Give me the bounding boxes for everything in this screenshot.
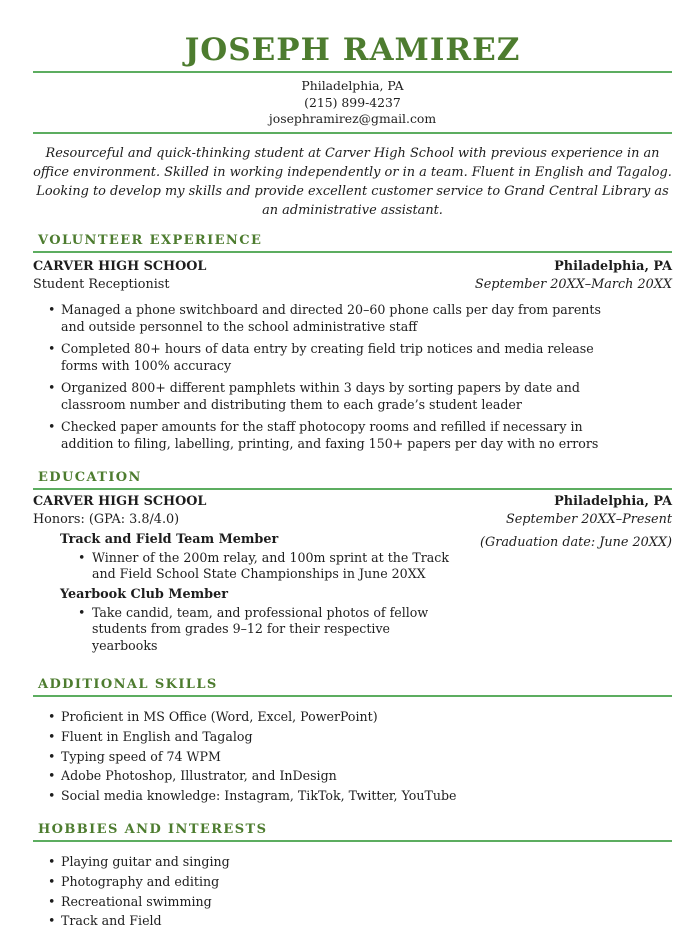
- bullet-text: Social media knowledge: Instagram, TikTok, Twitter, YouTube: [61, 788, 457, 804]
- bullet-dot-icon: [48, 340, 61, 374]
- section-title-education: EDUCATION: [33, 469, 672, 490]
- contact-location: Philadelphia, PA: [301, 78, 404, 93]
- bullet-item: [33, 913, 672, 930]
- bullet-text: Managed a phone switchboard and directed 20–60 phone calls per day from parents and outside personnel to the school administrative staff: [61, 301, 601, 334]
- hobbies-bullet-list: [33, 854, 672, 930]
- bullet-item: [33, 418, 672, 452]
- section-education: [33, 469, 672, 658]
- graduation-date: (Graduation date: June 20XX): [480, 534, 672, 550]
- education-location: Philadelphia, PA: [554, 493, 672, 509]
- bullet-text: Recreational swimming: [61, 893, 212, 909]
- bullet-item: [33, 854, 672, 871]
- bullet-dot-icon: [48, 709, 61, 726]
- bullet-item: [33, 729, 672, 746]
- contact-phone: (215) 899-4237: [304, 94, 401, 110]
- bullet-dot-icon: [78, 605, 92, 655]
- activity-name: Track and Field Team Member: [60, 531, 279, 547]
- bullet-item: [33, 768, 672, 785]
- education-school-row: [33, 493, 672, 511]
- bullet-text: Completed 80+ hours of data entry by creating field trip notices and media release forms with 100% accuracy: [61, 340, 594, 373]
- education-honors: Honors: (GPA: 3.8/4.0): [33, 511, 180, 527]
- bullet-item: [33, 301, 672, 335]
- education-org-rows: [33, 493, 672, 529]
- bullet-dot-icon: [78, 550, 92, 583]
- section-volunteer-experience: [33, 232, 672, 452]
- header-divider-bottom: [33, 132, 672, 134]
- bullet-item: [33, 709, 672, 726]
- bullet-dot-icon: [48, 788, 61, 805]
- education-activities: [33, 529, 455, 658]
- section-title-skills: ADDITIONAL SKILLS: [33, 676, 672, 697]
- volunteer-role: Student Receptionist: [33, 276, 170, 292]
- bullet-text: Checked paper amounts for the staff photocopy rooms and refilled if necessary in addition to filing, labelling, printing, and faxing 150+ papers per day with no errors: [61, 418, 599, 451]
- bullet-item: [33, 749, 672, 766]
- bullet-dot-icon: [48, 854, 61, 871]
- bullet-text: Take candid, team, and professional photos of fellow students from grades 9–12 for their respective yearbooks: [92, 604, 429, 653]
- education-dates: September 20XX–Present: [505, 511, 672, 527]
- volunteer-bullet-list: [33, 301, 672, 452]
- bullet-dot-icon: [48, 418, 61, 452]
- volunteer-location: Philadelphia, PA: [554, 258, 672, 274]
- bullet-item: [60, 605, 455, 655]
- bullet-item: [33, 894, 672, 911]
- bullet-text: Fluent in English and Tagalog: [61, 728, 253, 744]
- bullet-dot-icon: [48, 913, 61, 930]
- volunteer-org: CARVER HIGH SCHOOL: [33, 258, 207, 274]
- bullet-item: [60, 550, 455, 583]
- section-hobbies-interests: [33, 821, 672, 930]
- bullet-dot-icon: [48, 768, 61, 785]
- skills-bullet-list: [33, 709, 672, 805]
- bullet-text: Typing speed of 74 WPM: [61, 748, 221, 764]
- bullet-dot-icon: [48, 749, 61, 766]
- education-school: CARVER HIGH SCHOOL: [33, 493, 207, 509]
- volunteer-org-rows: [33, 258, 672, 294]
- contact-email: josephramirez@gmail.com: [268, 111, 437, 126]
- bullet-item: [33, 874, 672, 891]
- bullet-dot-icon: [48, 729, 61, 746]
- bullet-text: Proficient in MS Office (Word, Excel, PowerPoint): [61, 709, 378, 724]
- contact-block: [33, 78, 672, 128]
- bullet-text: Adobe Photoshop, Illustrator, and InDesign: [61, 768, 337, 784]
- header-divider-top: [33, 71, 672, 73]
- bullet-item: [33, 340, 672, 374]
- section-additional-skills: [33, 676, 672, 805]
- summary-paragraph: Resourceful and quick-thinking student at Carver High School with previous experience in an office environment. Skilled in working independently or in a team. Fluent in English and Tagalog. Looking to develop my skills and provide excellent customer service to Grand Central Library as an administrative assistant.: [33, 145, 672, 218]
- education-body: [33, 529, 672, 658]
- bullet-item: [33, 788, 672, 805]
- bullet-dot-icon: [48, 894, 61, 911]
- bullet-text: Organized 800+ different pamphlets within 3 days by sorting papers by date and classroom number and distributing them to each grade’s student leader: [61, 379, 580, 412]
- bullet-dot-icon: [48, 874, 61, 891]
- volunteer-dates: September 20XX–March 20XX: [474, 276, 672, 292]
- bullet-text: Winner of the 200m relay, and 100m sprint at the Track and Field School State Championships in June 20XX: [92, 549, 449, 581]
- bullet-dot-icon: [48, 379, 61, 413]
- bullet-text: Photography and editing: [61, 873, 220, 889]
- volunteer-org-row: [33, 258, 672, 276]
- bullet-item: [33, 379, 672, 413]
- section-title-hobbies: HOBBIES AND INTERESTS: [33, 821, 672, 842]
- education-honors-row: [33, 511, 672, 529]
- activity-name: Yearbook Club Member: [60, 586, 228, 602]
- bullet-text: Playing guitar and singing: [61, 853, 230, 869]
- bullet-dot-icon: [48, 301, 61, 335]
- section-title-volunteer: VOLUNTEER EXPERIENCE: [33, 232, 672, 253]
- volunteer-role-row: [33, 276, 672, 294]
- candidate-name: JOSEPH RAMIREZ: [184, 32, 521, 68]
- bullet-text: Track and Field: [61, 913, 162, 929]
- resume-header: [33, 34, 672, 134]
